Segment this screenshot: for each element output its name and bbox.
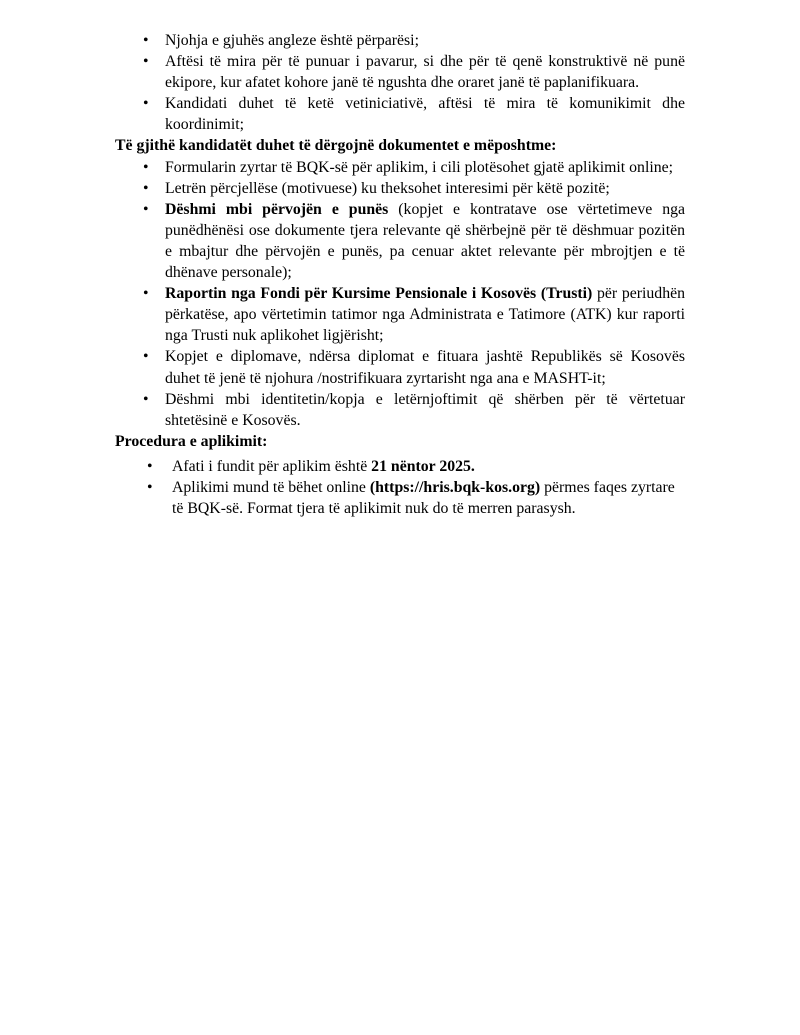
bullet-icon: • — [143, 200, 149, 218]
list-item — [115, 51, 685, 93]
bullet-icon: • — [143, 158, 149, 176]
bullet-icon: • — [143, 53, 149, 71]
documents-heading: Të gjithë kandidatët duhet të dërgojnë dokumentet e mëposhtme: — [115, 137, 557, 155]
bullet-icon: • — [143, 285, 149, 303]
bullet-icon: • — [147, 478, 153, 496]
list-item — [115, 456, 685, 477]
document-page — [115, 30, 685, 519]
bullet-icon: • — [143, 95, 149, 113]
bullet-icon: • — [147, 457, 153, 475]
text-run: Dëshmi mbi përvojën e punës — [165, 200, 399, 218]
bullet-icon: • — [143, 390, 149, 408]
list-item — [115, 477, 685, 519]
bullet-icon: • — [143, 179, 149, 197]
procedure-heading: Procedura e aplikimit: — [115, 432, 268, 450]
bullet-icon: • — [143, 32, 149, 49]
list-item — [115, 283, 685, 346]
qualifications-list — [115, 30, 685, 135]
text-run: Letrën përcjellëse (motivuese) ku theksohet interesimi për këtë pozitë; — [165, 179, 610, 197]
text-run: (kopjet e kontratave ose vërtetimeve nga punëdhënësi ose dokumente tjera relevante që shërbejnë për të dëshmuar pozitën e mbajtur dhe përvojën e punës, pa cenuar aktet relevante për mbrojtjen e të dhënave personale); — [165, 200, 686, 282]
text-run: për periudhën përkatëse, apo vërtetimin tatimor nga Administrata e Tatimore (ATK) kur raporti nga Trusti nuk aplikohet ligjërisht; — [165, 285, 686, 345]
text-run: Raportin nga Fondi për Kursime Pensionale i Kosovës (Trusti) — [165, 285, 593, 303]
list-item — [115, 346, 685, 388]
text-run: Formularin zyrtar të BQK-së për aplikim, i cili plotësohet gjatë aplikimit online; — [165, 158, 674, 176]
text-run: Kopjet e diplomave, ndërsa diplomat e fituara jashtë Republikës së Kosovës duhet të jenë të njohura /nostrifikuara zyrtarisht nga ana e MASHT-it; — [165, 348, 685, 387]
list-item — [115, 93, 685, 135]
application-url-text: (https://hris.bqk-kos.org) — [369, 478, 541, 496]
text-run: Afati i fundit për aplikim është — [172, 457, 372, 475]
list-item — [115, 30, 685, 51]
list-item — [115, 157, 685, 178]
text-run: Njohja e gjuhës angleze është përparësi; — [165, 32, 419, 49]
documents-list — [115, 157, 685, 431]
text-run: përmes faqes zyrtare të BQK-së. Format tjera të aplikimit nuk do të merren parasysh. — [172, 478, 675, 518]
bullet-icon: • — [143, 348, 149, 366]
list-item — [115, 199, 685, 283]
list-item — [115, 389, 685, 431]
text-run: Dëshmi mbi identitetin/kopja e letërnjoftimit që shërben për të vërtetuar shtetësinë e Kosovës. — [165, 390, 685, 429]
application-deadline: 21 nëntor 2025. — [371, 457, 475, 475]
text-run: Aftësi të mira për të punuar i pavarur, si dhe për të qenë konstruktivë në punë ekipore, kur afatet kohore janë të ngushta dhe oraret janë të paplanifikuara. — [165, 53, 685, 92]
text-run: Kandidati duhet të ketë vetiniciativë, aftësi të mira të komunikimit dhe koordinimit; — [165, 95, 685, 134]
text-run: Aplikimi mund të bëhet online — [172, 478, 370, 496]
list-item — [115, 178, 685, 199]
procedure-list — [115, 456, 685, 519]
